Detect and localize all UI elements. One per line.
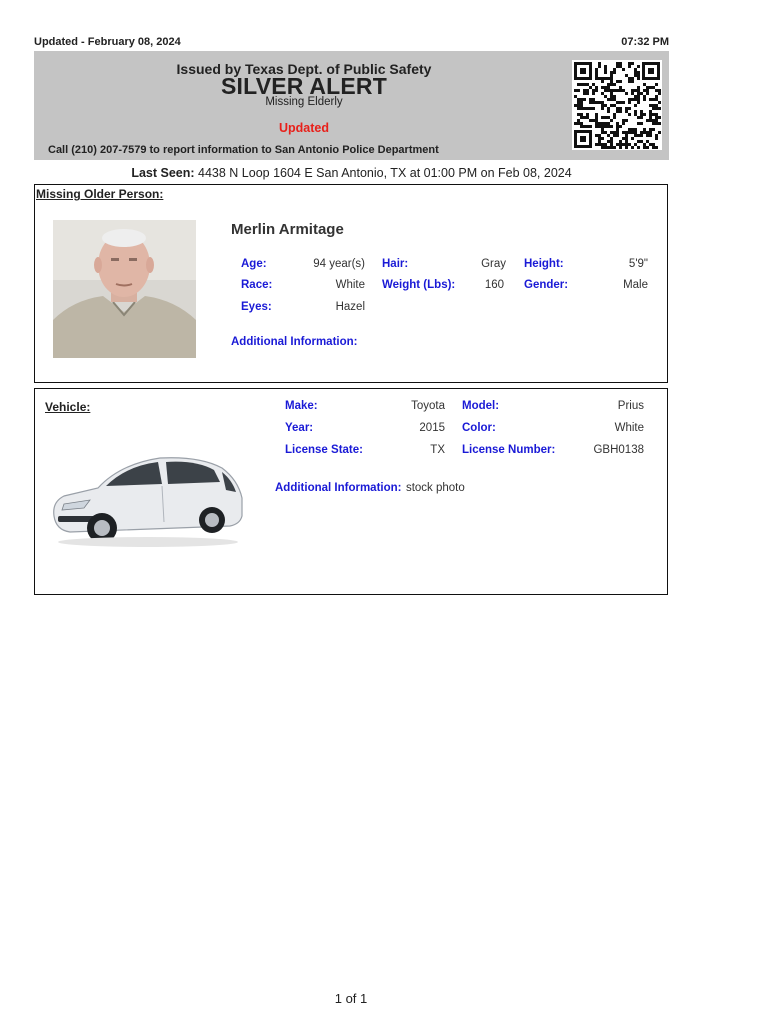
age-label: Age: [241,258,267,270]
person-photo [53,220,196,358]
alert-subtitle: Missing Elderly [265,96,343,108]
hair-label: Hair: [382,258,409,270]
last-seen-value: 4438 N Loop 1604 E San Antonio, TX at 01:00 PM on Feb 08, 2024 [198,166,572,180]
weight-value: 160 [484,279,504,291]
vehicle-photo [50,446,246,550]
eyes-value: Hazel [335,301,365,313]
make-label: Make: [285,400,318,412]
race-value: White [335,279,365,291]
year-label: Year: [285,422,314,434]
gender-label: Gender: [524,279,569,291]
hair-value: Gray [481,258,506,270]
license-number-value: GBH0138 [593,444,644,456]
vehicle-additional-label: Additional Information: [275,482,402,494]
age-value: 94 year(s) [313,258,365,270]
page-number: 1 of 1 [334,991,368,1006]
model-value: Prius [617,400,644,412]
eyes-label: Eyes: [241,301,272,313]
person-additional-label: Additional Information: [231,336,358,348]
vehicle-section-label: Vehicle: [45,400,91,414]
person-name: Merlin Armitage [231,221,344,238]
call-line: Call (210) 207-7579 to report information to San Antonio Police Department [48,144,439,156]
person-section-label: Missing Older Person: [36,187,164,201]
alert-title: SILVER ALERT [221,73,387,99]
make-value: Toyota [411,400,445,412]
license-number-label: License Number: [462,444,556,456]
height-value: 5'9" [628,258,648,270]
alert-status: Updated [279,121,329,135]
license-state-value: TX [430,444,445,456]
last-seen [34,166,669,180]
vehicle-additional [275,478,465,496]
issue-time: 07:32 PM [621,36,669,48]
updated-date: Updated - February 08, 2024 [34,36,181,48]
race-label: Race: [241,279,273,291]
qr-code-icon [572,60,662,150]
weight-label: Weight (Lbs): [382,279,456,291]
license-state-label: License State: [285,444,363,456]
height-label: Height: [524,258,564,270]
color-value: White [614,422,644,434]
model-label: Model: [462,400,500,412]
issuer-text: Issued by Texas Dept. of Public Safety [176,61,432,77]
year-value: 2015 [419,422,445,434]
last-seen-label: Last Seen: [131,166,195,180]
color-label: Color: [462,422,496,434]
gender-value: Male [623,279,648,291]
vehicle-additional-value: stock photo [405,482,465,494]
